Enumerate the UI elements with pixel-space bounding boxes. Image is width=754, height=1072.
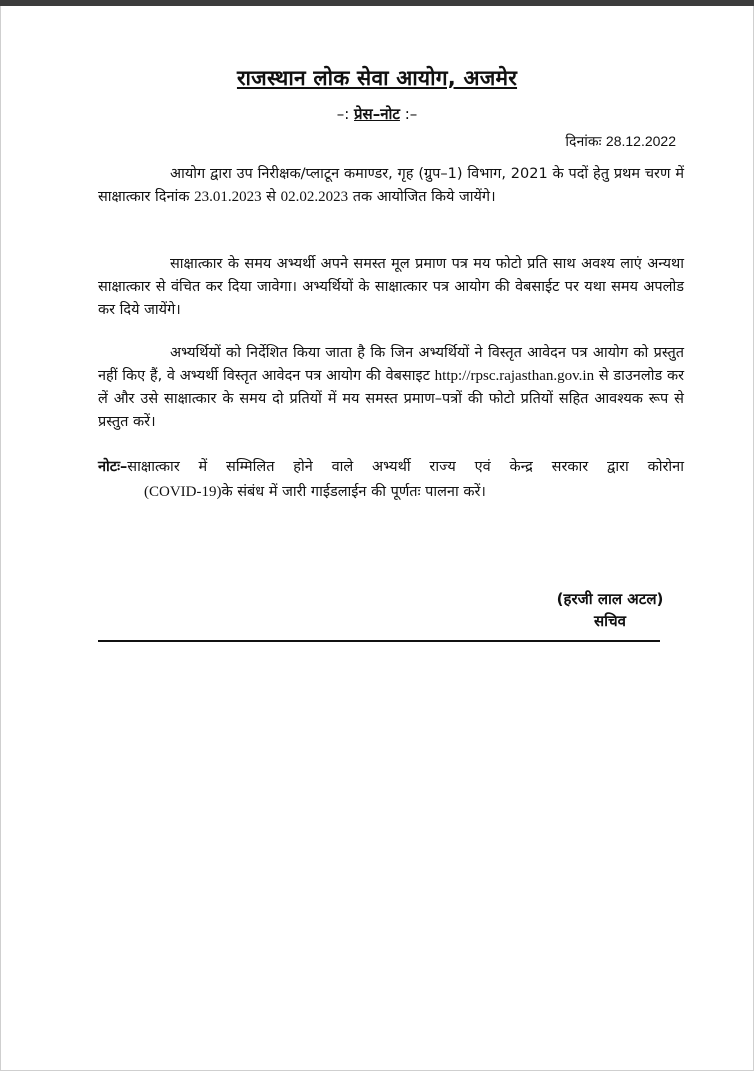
signatory-name: (हरजी लाल अटल)	[556, 590, 664, 608]
p1-start-date: 23.01.2023	[194, 189, 262, 205]
p1-text-mid: से	[261, 189, 281, 205]
date-line	[565, 132, 676, 151]
signatory-designation: सचिव	[594, 612, 626, 630]
p1-end-date: 02.02.2023	[280, 189, 349, 205]
date-value: 28.12.2022	[605, 133, 676, 149]
note-label: नोटः–	[98, 459, 128, 475]
page-title: राजस्थान लोक सेवा आयोग, अजमेर	[236, 66, 518, 90]
press-note-suffix: :–	[399, 105, 418, 123]
note-covid: (COVID-19)	[144, 484, 222, 500]
bottom-divider	[98, 640, 660, 642]
press-note-prefix: –:	[336, 105, 355, 123]
signature-block	[520, 588, 700, 632]
p1-text-a: आयोग द्वारा उप निरीक्षक/प्लाटून कमाण्डर, गृह (ग्रुप–1) विभाग, 2021 के पदों हेतु प्रथम चरण में साक्षात्कार दिनांक	[98, 166, 684, 205]
press-note-heading	[0, 104, 754, 124]
covid-note	[98, 455, 684, 505]
p1-text-b: तक आयोजित किये जायेंगे।	[348, 189, 496, 205]
date-label: दिनांकः	[565, 134, 602, 150]
paragraph-interview-schedule	[98, 163, 684, 209]
note-line-2: के संबंध में जारी गाईडलाईन की पूर्णतः पालना करें।	[221, 484, 486, 500]
paragraph-certificates	[98, 253, 684, 322]
paragraph-application-form	[98, 342, 684, 434]
press-note-label: प्रेस–नोट	[354, 105, 400, 123]
note-line-1: साक्षात्कार में सम्मिलित होने वाले अभ्यर्थी राज्य एवं केन्द्र सरकार द्वारा कोरोना	[127, 459, 684, 475]
rpsc-website-link[interactable]: http://rpsc.rajasthan.gov.in	[434, 368, 595, 384]
p3-text-a: अभ्यर्थियों को निर्देशित किया जाता है कि जिन अभ्यर्थियों ने विस्तृत आवेदन पत्र आयोग को प्रस्तुत नहीं किए हैं, वे अभ्यर्थी विस्तृत आवेदन पत्र आयोग की वेबसाइट	[98, 345, 684, 384]
p2-text: साक्षात्कार के समय अभ्यर्थी अपने समस्त मूल प्रमाण पत्र मय फोटो प्रति साथ अवश्य लाएं अन्यथा साक्षात्कार से वंचित कर दिया जावेगा। अभ्यर्थियों के साक्षात्कार पत्र आयोग की वेबसाईट पर यथा समय अपलोड कर दिये जायेंगे।	[98, 256, 684, 318]
p3-text-b: से डाउनलोड कर लें और उसे साक्षात्कार के समय दो प्रतियों में मय समस्त प्रमाण–पत्रों की फोटो प्रतियों सहित आवश्यक रूप से प्रस्तुत करें।	[98, 368, 685, 430]
